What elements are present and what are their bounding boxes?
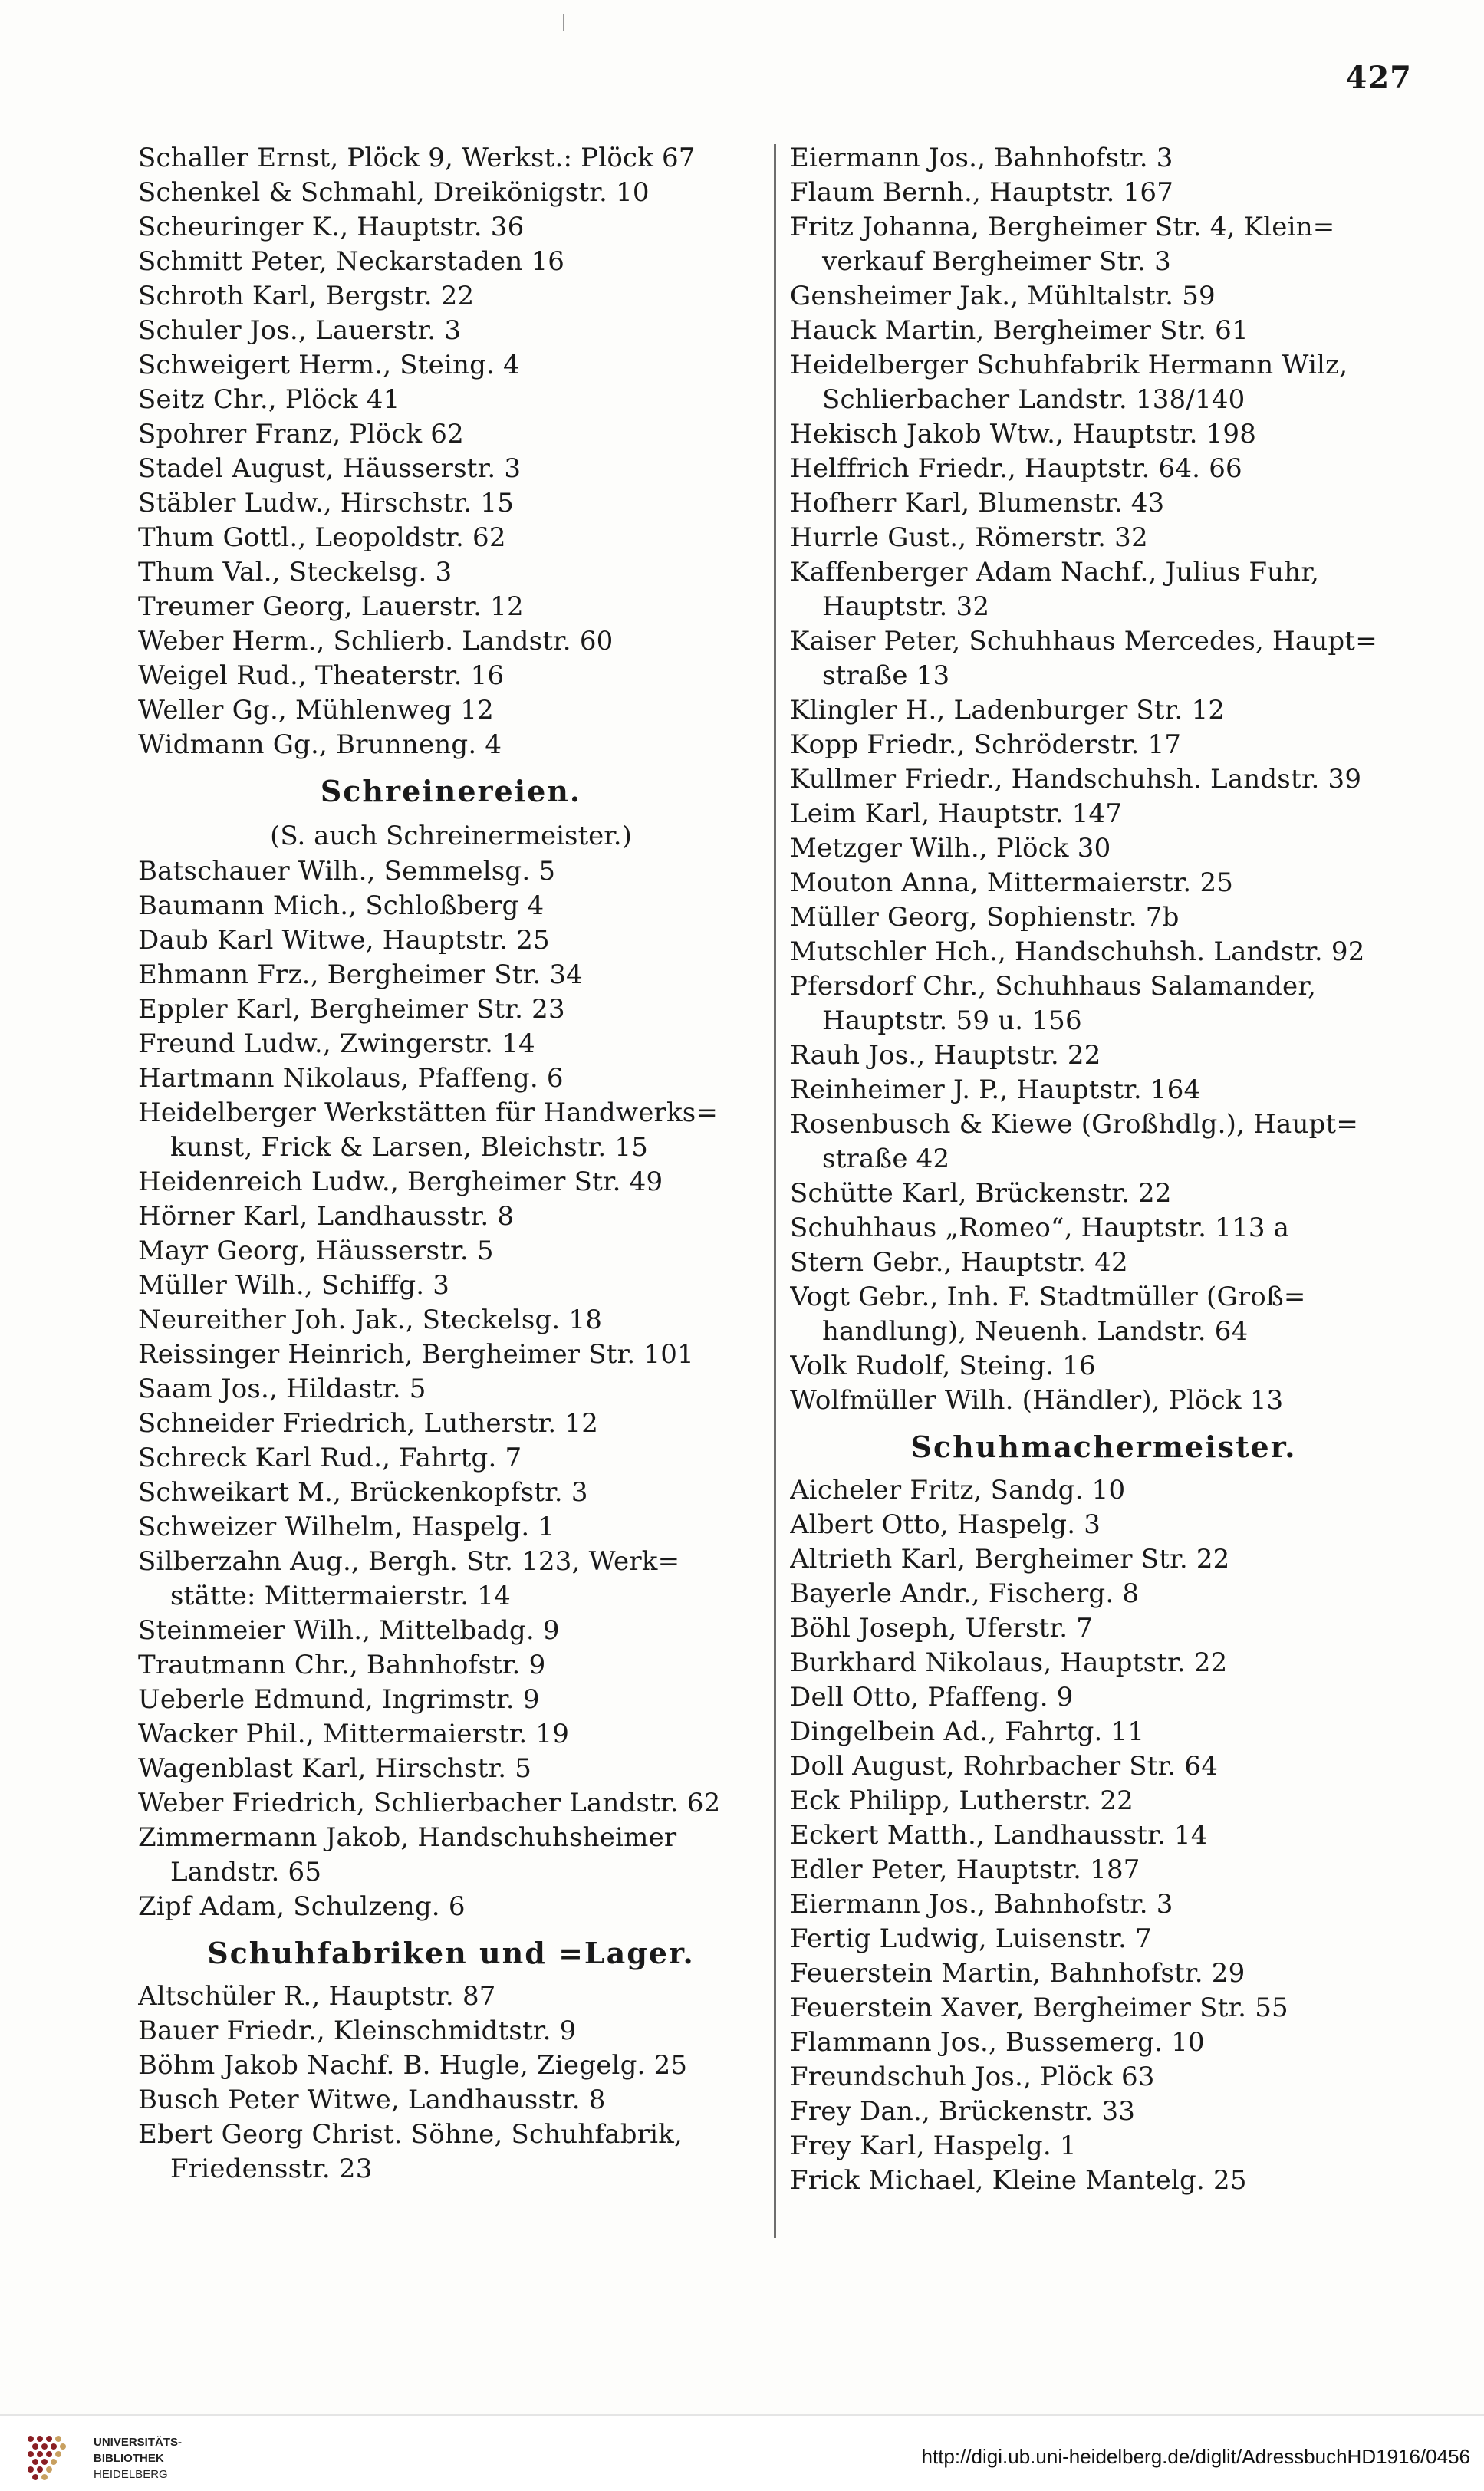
list-item: Edler Peter, Hauptstr. 187 xyxy=(790,1854,1140,1885)
column-divider xyxy=(774,144,776,2238)
list-item: Frey Dan., Brückenstr. 33 xyxy=(790,2096,1136,2127)
source-url-link[interactable]: http://digi.ub.uni-heidelberg.de/diglit/AdressbuchHD1916/0456 xyxy=(921,2445,1470,2468)
list-item: Bauer Friedr., Kleinschmidtstr. 9 xyxy=(138,2016,577,2046)
list-item: Spohrer Franz, Plöck 62 xyxy=(138,419,464,449)
list-item: Volk Rudolf, Steing. 16 xyxy=(790,1351,1096,1381)
scan-mark xyxy=(563,14,564,31)
list-item: Hörner Karl, Landhausstr. 8 xyxy=(138,1201,515,1232)
list-item: Dell Otto, Pfaffeng. 9 xyxy=(790,1682,1074,1713)
list-item: Schweizer Wilhelm, Haspelg. 1 xyxy=(138,1512,555,1542)
list-item: Thum Val., Steckelsg. 3 xyxy=(138,557,452,587)
list-item: Reissinger Heinrich, Bergheimer Str. 101 xyxy=(138,1339,694,1370)
section-subheading: (S. auch Schreinermeister.) xyxy=(270,821,632,851)
list-item: Zimmermann Jakob, Handschuhsheimer xyxy=(138,1822,677,1853)
list-item: Metzger Wilh., Plöck 30 xyxy=(790,833,1111,864)
list-item: Gensheimer Jak., Mühltalstr. 59 xyxy=(790,281,1216,311)
list-item: Wagenblast Karl, Hirschstr. 5 xyxy=(138,1753,532,1784)
list-item: Kopp Friedr., Schröderstr. 17 xyxy=(790,729,1182,760)
list-item: Mouton Anna, Mittermaierstr. 25 xyxy=(790,867,1234,898)
list-item: Kaiser Peter, Schuhhaus Mercedes, Haupt= xyxy=(790,626,1377,656)
list-item: Silberzahn Aug., Bergh. Str. 123, Werk= xyxy=(138,1546,680,1577)
list-item: Zipf Adam, Schulzeng. 6 xyxy=(138,1891,466,1922)
list-item: Klingler H., Ladenburger Str. 12 xyxy=(790,695,1226,726)
list-item: Kullmer Friedr., Handschuhsh. Landstr. 39 xyxy=(790,764,1362,795)
list-item-continuation: handlung), Neuenh. Landstr. 64 xyxy=(822,1316,1249,1347)
list-item: Eiermann Jos., Bahnhofstr. 3 xyxy=(790,1889,1173,1920)
list-item: Heidelberger Werkstätten für Handwerks= xyxy=(138,1097,719,1128)
list-item: Altrieth Karl, Bergheimer Str. 22 xyxy=(790,1544,1230,1575)
list-item: Doll August, Rohrbacher Str. 64 xyxy=(790,1751,1219,1782)
list-item: Stäbler Ludw., Hirschstr. 15 xyxy=(138,488,515,518)
section-heading-schuhfabriken: Schuhfabriken und =Lager. xyxy=(207,1936,695,1970)
list-item: Rauh Jos., Hauptstr. 22 xyxy=(790,1040,1101,1071)
list-item: Baumann Mich., Schloßberg 4 xyxy=(138,890,545,921)
list-item: Schneider Friedrich, Lutherstr. 12 xyxy=(138,1408,599,1439)
list-item: Widmann Gg., Brunneng. 4 xyxy=(138,729,502,760)
list-item: Freundschuh Jos., Plöck 63 xyxy=(790,2062,1155,2092)
list-item: Ebert Georg Christ. Söhne, Schuhfabrik, xyxy=(138,2119,683,2150)
list-item: Vogt Gebr., Inh. F. Stadtmüller (Groß= xyxy=(790,1282,1306,1312)
list-item: Müller Georg, Sophienstr. 7b xyxy=(790,902,1180,933)
list-item-continuation: Friedensstr. 23 xyxy=(170,2154,373,2184)
list-item: Weber Herm., Schlierb. Landstr. 60 xyxy=(138,626,614,656)
list-item: Seitz Chr., Plöck 41 xyxy=(138,384,400,415)
list-item: Schmitt Peter, Neckarstaden 16 xyxy=(138,246,565,277)
list-item-continuation: Hauptstr. 59 u. 156 xyxy=(822,1005,1082,1036)
list-item: Fritz Johanna, Bergheimer Str. 4, Klein= xyxy=(790,212,1335,242)
list-item: Böhm Jakob Nachf. B. Hugle, Ziegelg. 25 xyxy=(138,2050,688,2081)
page-number: 427 xyxy=(1345,60,1412,96)
university-library-logo xyxy=(23,2431,90,2485)
library-name xyxy=(94,2434,182,2483)
list-item: Schenkel & Schmahl, Dreikönigstr. 10 xyxy=(138,177,650,208)
list-item: Hekisch Jakob Wtw., Hauptstr. 198 xyxy=(790,419,1257,449)
list-item: Weller Gg., Mühlenweg 12 xyxy=(138,695,494,726)
list-item: Hofherr Karl, Blumenstr. 43 xyxy=(790,488,1165,518)
list-item: Mayr Georg, Häusserstr. 5 xyxy=(138,1236,494,1266)
logo-line2: BIBLIOTHEK xyxy=(94,2452,164,2465)
list-item: Schreck Karl Rud., Fahrtg. 7 xyxy=(138,1443,522,1473)
left-column xyxy=(138,141,764,2187)
list-item: Ehmann Frz., Bergheimer Str. 34 xyxy=(138,959,583,990)
list-item: Mutschler Hch., Handschuhsh. Landstr. 92 xyxy=(790,936,1365,967)
logo-line3: HEIDELBERG xyxy=(94,2468,168,2481)
list-item: Steinmeier Wilh., Mittelbadg. 9 xyxy=(138,1615,560,1646)
list-item: Albert Otto, Haspelg. 3 xyxy=(790,1509,1101,1540)
list-item: Helffrich Friedr., Hauptstr. 64. 66 xyxy=(790,453,1242,484)
list-item: Busch Peter Witwe, Landhausstr. 8 xyxy=(138,2085,606,2115)
list-item-continuation: kunst, Frick & Larsen, Bleichstr. 15 xyxy=(170,1132,649,1163)
list-item: Schuler Jos., Lauerstr. 3 xyxy=(138,315,462,346)
list-item: Böhl Joseph, Uferstr. 7 xyxy=(790,1613,1094,1644)
list-item-continuation: straße 13 xyxy=(822,660,950,691)
list-item: Eck Philipp, Lutherstr. 22 xyxy=(790,1785,1134,1816)
logo-line1: UNIVERSITÄTS- xyxy=(94,2436,183,2449)
list-item: Weigel Rud., Theaterstr. 16 xyxy=(138,660,505,691)
list-item-continuation: Hauptstr. 32 xyxy=(822,591,990,622)
list-item-continuation: Schlierbacher Landstr. 138/140 xyxy=(822,384,1245,415)
list-item: Wacker Phil., Mittermaierstr. 19 xyxy=(138,1719,570,1749)
list-item: Schuhhaus „Romeo“, Hauptstr. 113 a xyxy=(790,1213,1290,1243)
list-item: Heidelberger Schuhfabrik Hermann Wilz, xyxy=(790,350,1348,380)
list-item: Schweikart M., Brückenkopfstr. 3 xyxy=(138,1477,588,1508)
list-item: Neureither Joh. Jak., Steckelsg. 18 xyxy=(138,1305,603,1335)
list-item: Burkhard Nikolaus, Hauptstr. 22 xyxy=(790,1647,1228,1678)
list-item: Wolfmüller Wilh. (Händler), Plöck 13 xyxy=(790,1385,1284,1416)
list-item: Fertig Ludwig, Luisenstr. 7 xyxy=(790,1923,1152,1954)
list-item: Hurrle Gust., Römerstr. 32 xyxy=(790,522,1148,553)
list-item: Ueberle Edmund, Ingrimstr. 9 xyxy=(138,1684,540,1715)
list-item: Aicheler Fritz, Sandg. 10 xyxy=(790,1475,1126,1505)
list-item: Batschauer Wilh., Semmelsg. 5 xyxy=(138,856,556,887)
list-item: Kaffenberger Adam Nachf., Julius Fuhr, xyxy=(790,557,1320,587)
list-item: Feuerstein Xaver, Bergheimer Str. 55 xyxy=(790,1992,1288,2023)
list-item: Trautmann Chr., Bahnhofstr. 9 xyxy=(138,1650,546,1680)
list-item: Thum Gottl., Leopoldstr. 62 xyxy=(138,522,506,553)
list-item: Schaller Ernst, Plöck 9, Werkst.: Plöck 67 xyxy=(138,143,696,173)
list-item: Frey Karl, Haspelg. 1 xyxy=(790,2131,1077,2161)
list-item: Leim Karl, Hauptstr. 147 xyxy=(790,798,1123,829)
list-item-continuation: Landstr. 65 xyxy=(170,1857,322,1887)
list-item-continuation: verkauf Bergheimer Str. 3 xyxy=(822,246,1171,277)
list-item: Reinheimer J. P., Hauptstr. 164 xyxy=(790,1074,1201,1105)
list-item: Flaum Bernh., Hauptstr. 167 xyxy=(790,177,1174,208)
list-item: Bayerle Andr., Fischerg. 8 xyxy=(790,1578,1140,1609)
list-item: Pfersdorf Chr., Schuhhaus Salamander, xyxy=(790,971,1317,1002)
list-item: Schütte Karl, Brückenstr. 22 xyxy=(790,1178,1172,1209)
list-item-continuation: stätte: Mittermaierstr. 14 xyxy=(170,1581,511,1611)
list-item: Daub Karl Witwe, Hauptstr. 25 xyxy=(138,925,550,956)
list-item: Stadel August, Häusserstr. 3 xyxy=(138,453,522,484)
list-item: Heidenreich Ludw., Bergheimer Str. 49 xyxy=(138,1167,663,1197)
list-item: Flammann Jos., Bussemerg. 10 xyxy=(790,2027,1205,2058)
footer xyxy=(0,2414,1484,2491)
list-item: Schroth Karl, Bergstr. 22 xyxy=(138,281,475,311)
list-item: Stern Gebr., Hauptstr. 42 xyxy=(790,1247,1128,1278)
list-item: Treumer Georg, Lauerstr. 12 xyxy=(138,591,524,622)
section-heading-schuhmachermeister: Schuhmachermeister. xyxy=(910,1430,1297,1464)
right-column xyxy=(790,141,1417,2198)
list-item: Hauck Martin, Bergheimer Str. 61 xyxy=(790,315,1249,346)
list-item: Saam Jos., Hildastr. 5 xyxy=(138,1374,426,1404)
list-item: Eppler Karl, Bergheimer Str. 23 xyxy=(138,994,565,1025)
list-item: Weber Friedrich, Schlierbacher Landstr. 62 xyxy=(138,1788,721,1818)
list-item: Freund Ludw., Zwingerstr. 14 xyxy=(138,1028,535,1059)
list-item: Müller Wilh., Schiffg. 3 xyxy=(138,1270,450,1301)
list-item: Schweigert Herm., Steing. 4 xyxy=(138,350,520,380)
list-item: Eiermann Jos., Bahnhofstr. 3 xyxy=(790,143,1173,173)
section-heading-schreinereien: Schreinereien. xyxy=(320,774,582,808)
list-item: Hartmann Nikolaus, Pfaffeng. 6 xyxy=(138,1063,564,1094)
list-item: Eckert Matth., Landhausstr. 14 xyxy=(790,1820,1208,1851)
list-item: Feuerstein Martin, Bahnhofstr. 29 xyxy=(790,1958,1245,1989)
list-item-continuation: straße 42 xyxy=(822,1143,950,1174)
list-item: Scheuringer K., Hauptstr. 36 xyxy=(138,212,525,242)
list-item: Dingelbein Ad., Fahrtg. 11 xyxy=(790,1716,1145,1747)
list-item: Frick Michael, Kleine Mantelg. 25 xyxy=(790,2165,1247,2196)
list-item: Rosenbusch & Kiewe (Großhdlg.), Haupt= xyxy=(790,1109,1359,1140)
list-item: Altschüler R., Hauptstr. 87 xyxy=(138,1981,496,2012)
